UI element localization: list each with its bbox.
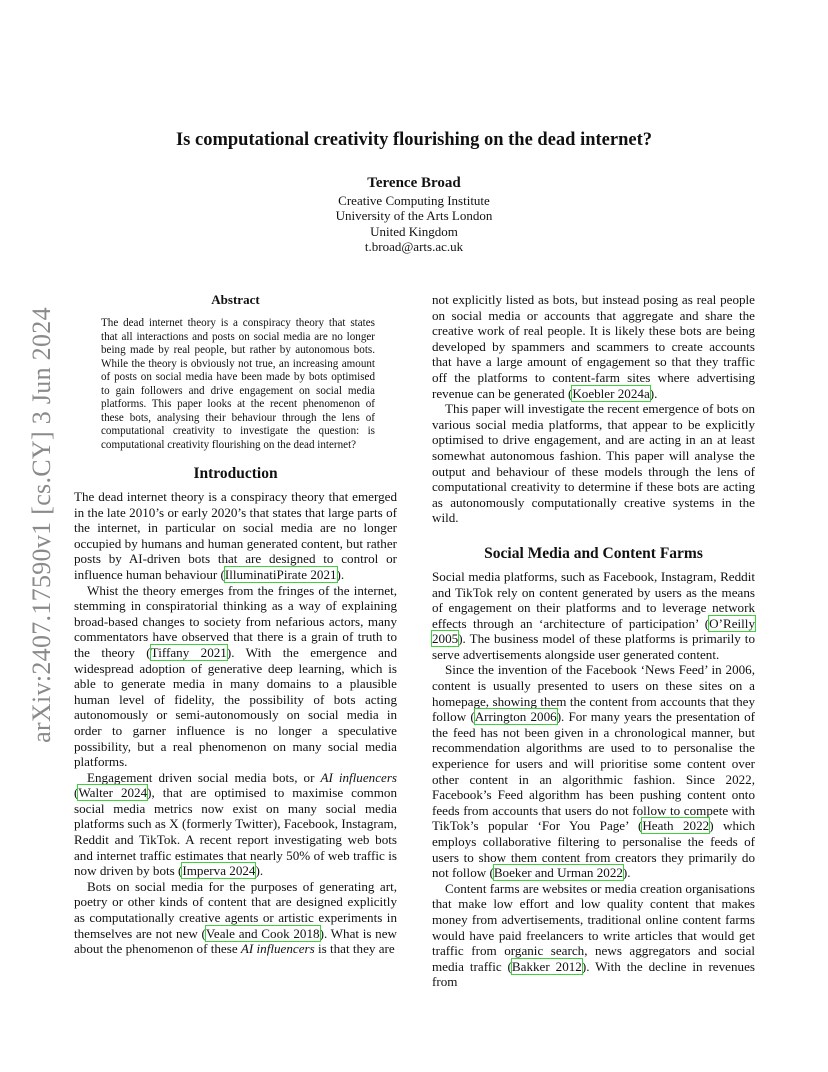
citation-link[interactable]: Walter 2024 bbox=[78, 785, 148, 801]
abstract-text: The dead internet theory is a conspiracy theory that states that all interactions and posts on social media are no longer being made by real people, but rather by autonomous bots. While the theory is obviously not true, an increasing amount of posts on social media have been made by bots optimised to gain followers and drive engagement on social media platforms. This paper looks at the recent phenomenon of these bots, analysing their behaviour through the lens of computational creativity to investigate the question: is computational creativity flourishing on the dead internet? bbox=[101, 317, 375, 451]
right-column bbox=[432, 292, 755, 990]
arxiv-sidebar-stamp bbox=[22, 295, 62, 755]
author-block bbox=[0, 174, 828, 254]
right-paragraph-2: This paper will investigate the recent emergence of bots on various social media platforms, that appear to be explicitly optimised to drive engagement, and are acting in an at least somewhat autonomous fashion. This paper will analyse the output and behaviour of these models through the lens of computational creativity to determine if these bots are acting as autonomously computationally creative systems in the wild. bbox=[432, 401, 755, 526]
author-name: Terence Broad bbox=[367, 175, 461, 191]
citation-link[interactable]: Boeker and Urman 2022 bbox=[493, 865, 623, 881]
citation-link[interactable]: O’Reilly 2005 bbox=[432, 615, 755, 647]
citation-link[interactable]: Tiffany 2021 bbox=[150, 644, 227, 660]
social-media-paragraph-2: Since the invention of the Facebook ‘News Feed’ in 2006, content is usually presented to users on these sites on a homepage, showing them the content from accounts that they follow (Arrington 2006). For many years the presentation of the feed has not been given in a chronological manner, but recommendation algorithms are used to to personalise the experience for users and will prioritise some content over other content in an algorithmic fashion. Since 2022, Facebook’s Feed algorithm has been pushing content onto feeds from accounts that users do not follow to compete with TikTok’s popular ‘For You Page’ (Heath 2022) which employs collaborative filtering to personalise the feeds of users to show them content from creators they primarily do not follow (Boeker and Urman 2022). bbox=[432, 662, 756, 881]
author-affiliation-country: United Kingdom bbox=[370, 223, 458, 239]
intro-paragraph-3: Engagement driven social media bots, or AI influencers (Walter 2024), that are optimised to maximise common social media metrics now exist on many social media platforms such as X (formerly Twitter), Facebook, Instagram, Reddit and TikTok. A recent report investigating web bots and internet traffic estimates that nearly 50% of web traffic is now driven by bots (Imperva 2024). bbox=[74, 769, 398, 879]
social-media-paragraph-3: Content farms are websites or media creation organisations that make low effort and low quality content that makes money from advertisements, traditional online content farms would have paid freelancers to write articles that would get traffic from organic search, news aggregators and social media traffic (Bakker 2012). With the decline in revenues from bbox=[432, 880, 755, 990]
author-affiliation-institute: Creative Computing Institute bbox=[338, 193, 490, 208]
social-media-section-heading: Social Media and Content Farms bbox=[484, 544, 703, 562]
citation-link[interactable]: Heath 2022 bbox=[642, 818, 710, 834]
abstract-heading: Abstract bbox=[211, 292, 260, 307]
citation-link[interactable]: IlluminatiPirate 2021 bbox=[224, 566, 337, 582]
intro-paragraph-2: Whist the theory emerges from the fringes of the internet, stemming in conspiratorial thinking as a way of explaining broad-based changes to society from nefarious actors, many commentators have observed that there is a grain of truth to the theory (Tiffany 2021). With the emergence and widespread adoption of generative deep learning, which is able to generate media in many domains to a plausible human level of fidelity, the possibility of bots acting autonomously or semi-autonomously on social media in order to garner influence is no longer a speculative possibility, but a real phenomenon on many social media platforms. bbox=[74, 582, 397, 770]
citation-link[interactable]: Arrington 2006 bbox=[474, 709, 557, 725]
left-column bbox=[74, 292, 397, 957]
emphasis-term: AI influencers bbox=[320, 769, 398, 785]
citation-link[interactable]: Koebler 2024a bbox=[572, 385, 650, 401]
citation-link[interactable]: Veale and Cook 2018 bbox=[205, 925, 320, 941]
arxiv-identifier: arXiv:2407.17590v1 [cs.CY] 3 Jun 2024 bbox=[27, 307, 56, 743]
emphasis-term: AI influencers bbox=[240, 941, 315, 957]
intro-paragraph-1: The dead internet theory is a conspiracy theory that emerged in the late 2010’s or early 2020’s that states that large parts of the internet, in particular on social media are no longer occupied by humans and human generated content, but rather posts by AI-driven bots that are designed to control or influence human behaviour (IlluminatiPirate 2021). bbox=[74, 489, 397, 582]
author-email: t.broad@arts.ac.uk bbox=[364, 238, 464, 254]
introduction-heading: Introduction bbox=[193, 465, 278, 482]
right-paragraph-1: not explicitly listed as bots, but instead posing as real people on social media or accounts that aggregate and share the creative work of real people. It is likely these bots are being developed by spammers and scammers to create accounts that have a large amount of engagement so that they traffic off the platforms to content-farm sites where advertising revenue can be generated (Koebler 2024a). bbox=[432, 292, 755, 401]
citation-link[interactable]: Imperva 2024 bbox=[182, 863, 256, 879]
intro-paragraph-4: Bots on social media for the purposes of generating art, poetry or other kinds of content that are designed explicitly as computationally creative agents or artistic experiments in themselves are not new (Veale and Cook 2018). What is new about the phenomenon of these AI influencers is that they are bbox=[74, 878, 397, 957]
social-media-paragraph-1: Social media platforms, such as Facebook, Instagram, Reddit and TikTok rely on content generated by users as the means of engagement on their platforms and to leverage network effects through an ‘architecture of participation’ (O’Reilly 2005). The business model of these platforms is primarily to serve advertisements alongside user generated content. bbox=[432, 568, 755, 662]
citation-link[interactable]: Bakker 2012 bbox=[511, 958, 582, 974]
author-affiliation-university: University of the Arts London bbox=[335, 208, 493, 224]
paper-title: Is computational creativity flourishing on the dead internet? bbox=[175, 130, 653, 150]
